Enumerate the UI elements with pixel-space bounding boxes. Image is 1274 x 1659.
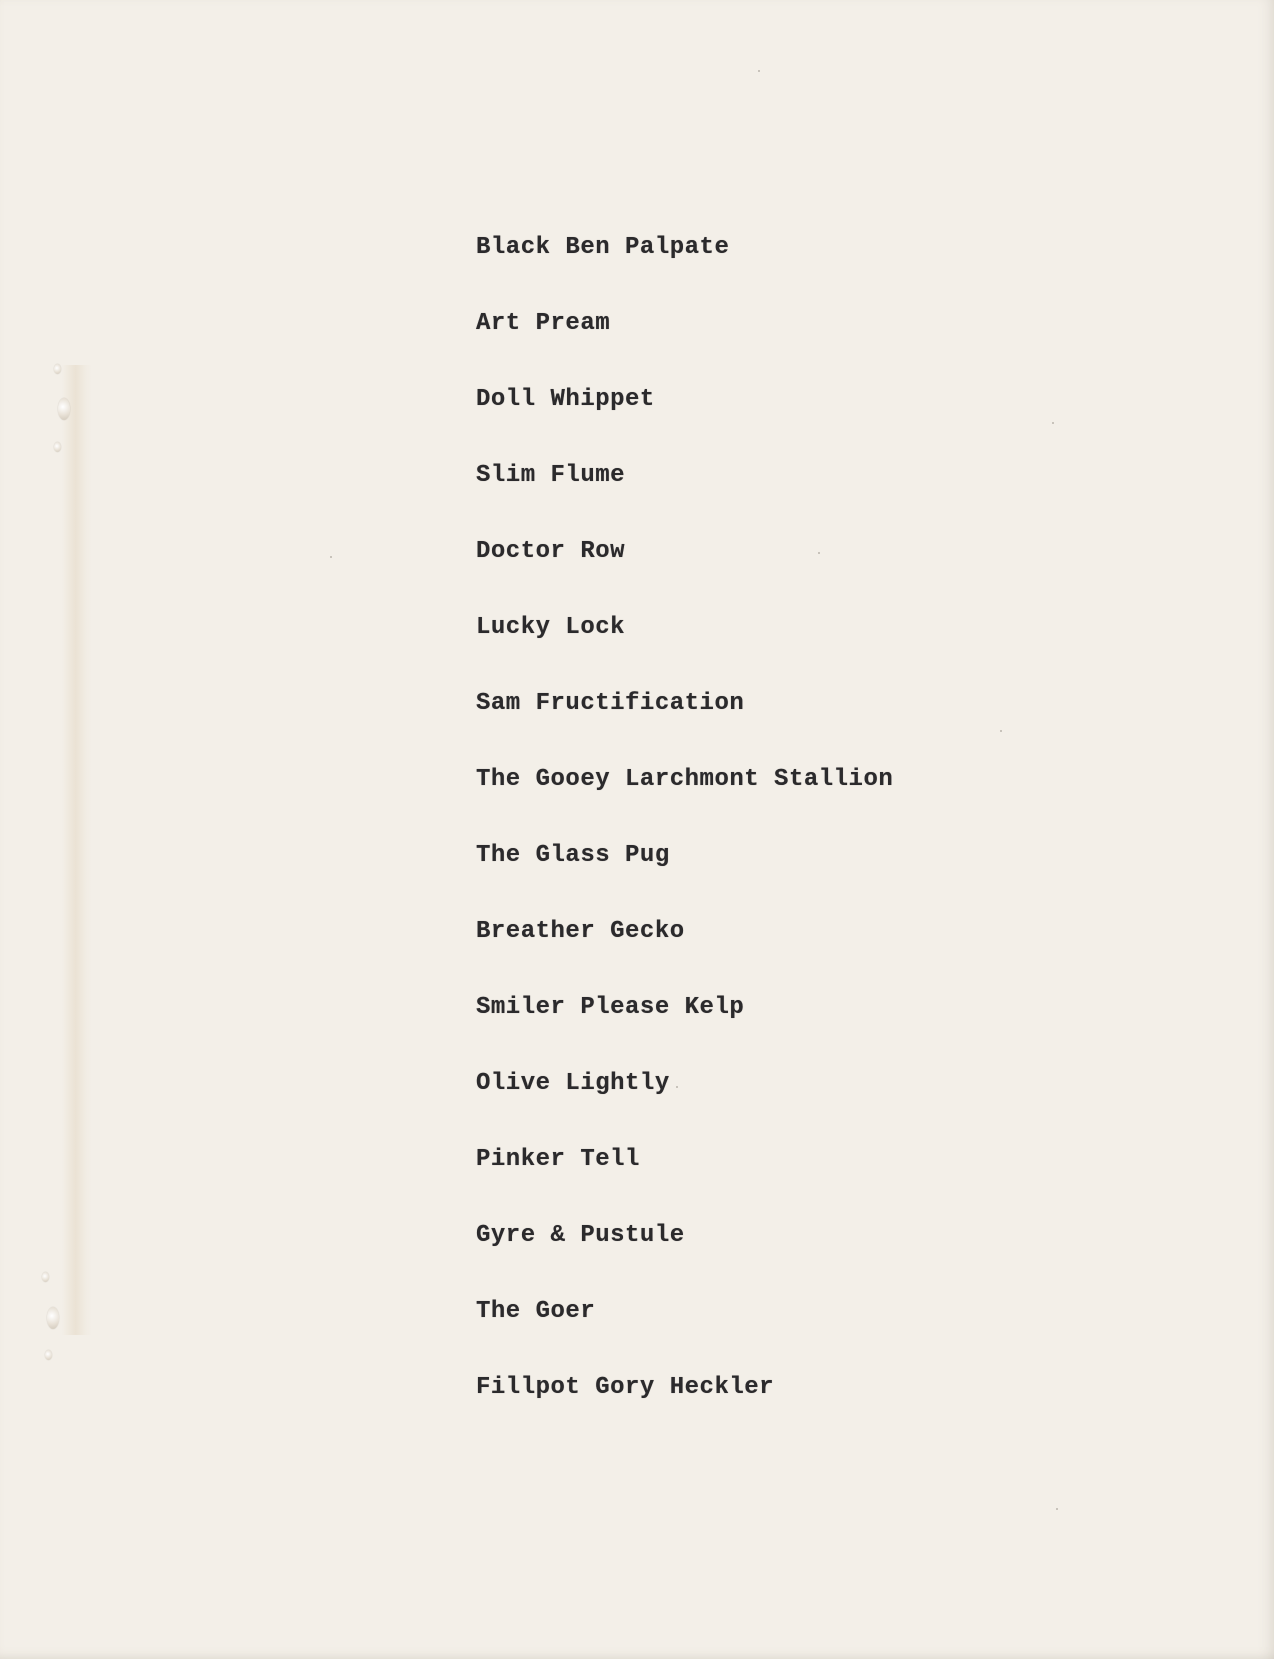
binding-margin-strip [62,365,92,1335]
list-item: Doctor Row [476,538,626,565]
paper-speck [330,556,332,558]
list-item: The Goer [476,1298,596,1325]
punch-hole-mark [45,1350,52,1360]
list-item: Doll Whippet [476,386,655,413]
punch-hole-mark [54,364,61,374]
paper-speck [1000,730,1002,732]
punch-hole-mark [58,398,70,420]
paper-speck [1052,422,1054,424]
list-item: Black Ben Palpate [476,234,730,261]
list-item: Slim Flume [476,462,626,489]
list-item: Olive Lightly [476,1070,670,1097]
paper-speck [1056,1508,1058,1510]
list-item: Pinker Tell [476,1146,640,1173]
list-item: Smiler Please Kelp [476,994,745,1021]
list-item: Art Pream [476,310,611,337]
list-item: The Glass Pug [476,842,670,869]
punch-hole-mark [54,442,61,452]
list-item: Sam Fructification [476,690,745,717]
punch-hole-mark [42,1272,49,1282]
punch-hole-mark [47,1307,59,1329]
paper-speck [758,70,760,72]
name-list [476,230,893,1446]
list-item: Gyre & Pustule [476,1222,685,1249]
list-item: The Gooey Larchmont Stallion [476,766,894,793]
list-item: Breather Gecko [476,918,685,945]
list-item: Fillpot Gory Heckler [476,1374,775,1401]
list-item: Lucky Lock [476,614,626,641]
